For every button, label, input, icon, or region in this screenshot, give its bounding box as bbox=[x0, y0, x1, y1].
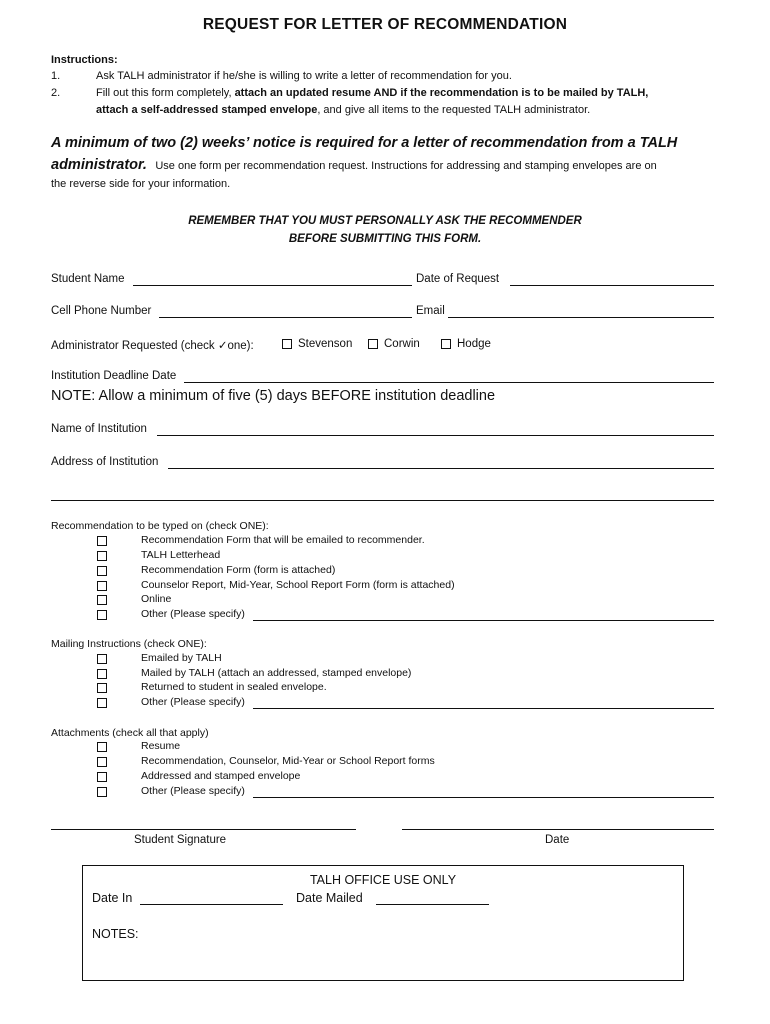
date-of-request-label: Date of Request bbox=[416, 273, 502, 285]
email-label: Email bbox=[416, 305, 448, 317]
typed-on-heading: Recommendation to be typed on (check ONE): bbox=[51, 520, 269, 532]
checkbox[interactable] bbox=[97, 757, 107, 767]
typed-on-option: Recommendation Form that will be emailed to recommender. bbox=[141, 534, 428, 546]
instruction-number: 1. bbox=[51, 70, 61, 82]
admin-option-hodge[interactable] bbox=[441, 338, 491, 350]
date-of-request-field[interactable] bbox=[510, 285, 714, 286]
instruction-text-line1 bbox=[96, 85, 648, 101]
email-field[interactable] bbox=[448, 317, 714, 318]
checkbox[interactable] bbox=[97, 787, 107, 797]
admin-option-label: Corwin bbox=[384, 338, 420, 350]
attachment-option: Recommendation, Counselor, Mid-Year or School Report forms bbox=[141, 755, 438, 767]
instruction-text-plain: Fill out this form completely, bbox=[96, 87, 235, 99]
notice-line2 bbox=[51, 156, 657, 174]
attachment-option: Resume bbox=[141, 740, 183, 752]
deadline-note: NOTE: Allow a minimum of five (5) days BEFORE institution deadline bbox=[51, 388, 496, 404]
institution-address-field-line2[interactable] bbox=[51, 500, 714, 501]
checkbox[interactable] bbox=[97, 772, 107, 782]
checkbox[interactable] bbox=[97, 551, 107, 561]
student-name-label: Student Name bbox=[51, 273, 128, 285]
checkbox[interactable] bbox=[97, 566, 107, 576]
checkbox[interactable] bbox=[97, 683, 107, 693]
attachments-heading: Attachments (check all that apply) bbox=[51, 727, 209, 739]
checkbox[interactable] bbox=[97, 610, 107, 620]
checkbox[interactable] bbox=[97, 698, 107, 708]
mailing-option: Other (Please specify) bbox=[141, 696, 248, 708]
instructions-heading: Instructions: bbox=[51, 54, 118, 66]
institution-name-field[interactable] bbox=[157, 435, 714, 436]
notes-label: NOTES: bbox=[92, 927, 139, 941]
instruction-item-2 bbox=[0, 85, 770, 101]
mailing-option: Mailed by TALH (attach an addressed, stamped envelope) bbox=[141, 667, 414, 679]
student-signature-field[interactable] bbox=[51, 829, 356, 830]
checkbox[interactable] bbox=[97, 536, 107, 546]
checkbox[interactable] bbox=[97, 595, 107, 605]
typed-on-option: TALH Letterhead bbox=[141, 549, 223, 561]
remember-line2: BEFORE SUBMITTING THIS FORM. bbox=[288, 233, 482, 245]
admin-option-stevenson[interactable] bbox=[282, 338, 352, 350]
checkbox[interactable] bbox=[282, 339, 292, 349]
institution-address-label: Address of Institution bbox=[51, 456, 161, 468]
checkbox[interactable] bbox=[97, 581, 107, 591]
typed-on-option: Online bbox=[141, 593, 174, 605]
checkbox[interactable] bbox=[368, 339, 378, 349]
institution-address-field[interactable] bbox=[168, 468, 714, 469]
admin-option-corwin[interactable] bbox=[368, 338, 420, 350]
instruction-number: 2. bbox=[51, 87, 61, 99]
checkbox[interactable] bbox=[97, 742, 107, 752]
instruction-text-bold: attach an updated resume AND if the recommendation is to be mailed by TALH, bbox=[234, 87, 649, 99]
mailing-option: Returned to student in sealed envelope. bbox=[141, 681, 330, 693]
instruction-text: Ask TALH administrator if he/she is willing to write a letter of recommendation for you. bbox=[96, 70, 512, 82]
date-mailed-field[interactable] bbox=[376, 904, 489, 905]
attachment-option: Addressed and stamped envelope bbox=[141, 770, 303, 782]
signature-date-label: Date bbox=[545, 834, 570, 846]
mailing-other-field[interactable] bbox=[253, 708, 714, 709]
form-title: REQUEST FOR LETTER OF RECOMMENDATION bbox=[202, 16, 568, 33]
cell-phone-field[interactable] bbox=[159, 317, 412, 318]
notice-bold-line1: A minimum of two (2) weeks’ notice is required for a letter of recommendation from a TALH bbox=[51, 135, 678, 151]
notice-line3: the reverse side for your information. bbox=[51, 178, 231, 190]
typed-on-option: Other (Please specify) bbox=[141, 608, 248, 620]
admin-option-label: Hodge bbox=[457, 338, 491, 350]
admin-requested-label: Administrator Requested (check ✓one): bbox=[51, 338, 257, 352]
mailing-heading: Mailing Instructions (check ONE): bbox=[51, 638, 207, 650]
typed-on-other-field[interactable] bbox=[253, 620, 714, 621]
date-in-label: Date In bbox=[92, 891, 133, 905]
instruction-text-bold2: attach a self-addressed stamped envelope bbox=[96, 104, 318, 116]
signature-date-field[interactable] bbox=[402, 829, 714, 830]
student-signature-label: Student Signature bbox=[134, 834, 227, 846]
notice-rest: Use one form per recommendation request. Instructions for addressing and stamping envelopes are on bbox=[155, 160, 657, 172]
institution-name-label: Name of Institution bbox=[51, 423, 150, 435]
typed-on-option: Counselor Report, Mid-Year, School Report Form (form is attached) bbox=[141, 579, 458, 591]
attachment-option: Other (Please specify) bbox=[141, 785, 248, 797]
date-mailed-label: Date Mailed bbox=[296, 891, 363, 905]
student-name-field[interactable] bbox=[133, 285, 412, 286]
instruction-item-1 bbox=[0, 68, 770, 84]
checkbox[interactable] bbox=[97, 654, 107, 664]
office-use-box bbox=[82, 865, 684, 981]
date-in-field[interactable] bbox=[140, 904, 283, 905]
typed-on-option: Recommendation Form (form is attached) bbox=[141, 564, 338, 576]
instruction-text-plain2: , and give all items to the requested TALH administrator. bbox=[317, 104, 591, 116]
attachment-other-field[interactable] bbox=[253, 797, 714, 798]
admin-option-label: Stevenson bbox=[298, 338, 353, 350]
checkbox[interactable] bbox=[441, 339, 451, 349]
office-title: TALH OFFICE USE ONLY bbox=[309, 873, 457, 887]
checkbox[interactable] bbox=[97, 669, 107, 679]
instruction-item-2-line2 bbox=[96, 102, 590, 118]
mailing-option: Emailed by TALH bbox=[141, 652, 225, 664]
cell-phone-label: Cell Phone Number bbox=[51, 305, 154, 317]
remember-line1: REMEMBER THAT YOU MUST PERSONALLY ASK THE RECOMMENDER bbox=[188, 215, 582, 227]
deadline-label: Institution Deadline Date bbox=[51, 370, 177, 382]
deadline-field[interactable] bbox=[184, 382, 714, 383]
notice-bold-line2: administrator. bbox=[51, 157, 147, 173]
